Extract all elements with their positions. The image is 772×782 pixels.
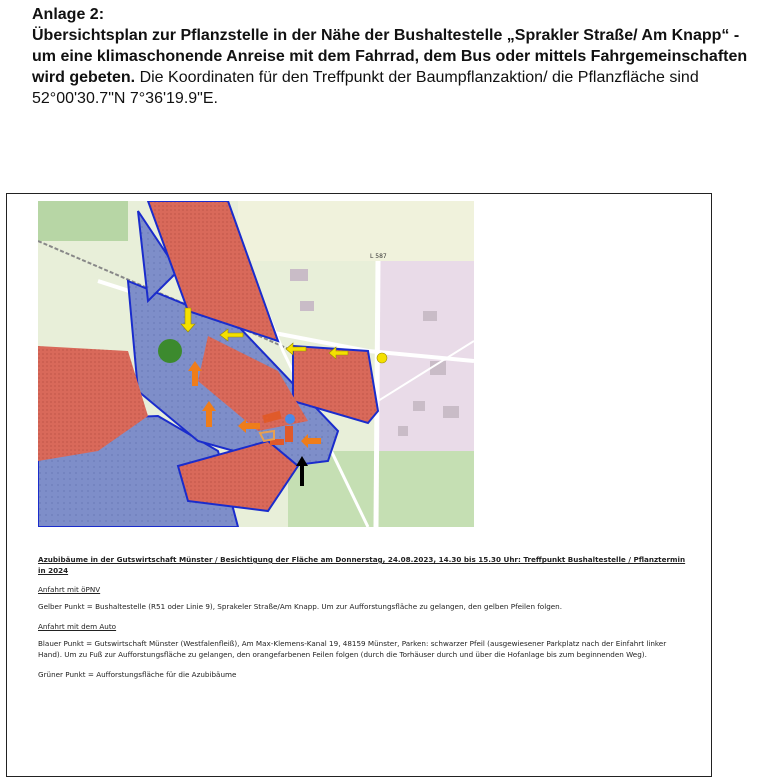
blue-point [285,414,295,424]
auto-heading: Anfahrt mit dem Auto [38,622,117,631]
yellow-point [377,353,387,363]
auto-text: Blauer Punkt = Gutswirtschaft Münster (Westfalenfleiß), Am Max-Klemens-Kanal 19, 48159 Münster, Parken: schwarzer Pfeil (ausgewiesener Parkplatz nach der Einfahrt linker Hand). Um zu Fuß zur Aufforstungsfläche zu gelangen, den orangefarbenen Feilen folgen (durch die Torhäuser durch und über die Hofanlage bis zum beginnenden Weg). [38,639,667,659]
page-heading [32,4,760,109]
oepnv-heading: Anfahrt mit öPNV [38,585,101,594]
document-frame [6,193,712,777]
road-l587 [376,261,378,527]
site-map [38,201,474,527]
map-svg [38,201,474,527]
green-point-text: Grüner Punkt = Aufforstungsfläche für die Azubibäume [38,670,237,679]
notes-title: Azubibäume in der Gutswirtschaft Münster / Besichtigung der Fläche am Donnerstag, 24.08.2023, 14.30 bis 15.30 Uhr: Treffpunkt Bushaltestelle / Pflanztermin in 2024 [38,555,686,575]
annex-label: Anlage 2: [32,6,105,23]
road-label-l587: L 587 [370,253,387,260]
field-area [238,201,474,261]
heading-bold-text: Übersichtsplan zur Pflanzstelle in der Nähe der Bushaltestelle „Sprakler Straße/ Am Knapp“ - um eine klimaschonende Anreise mit dem Fahrrad, dem Bus oder mittels Fahrgemeinschaften wird gebeten. [32,27,748,86]
directions-notes [38,554,688,689]
green-point [158,339,182,363]
oepnv-text: Gelber Punkt = Bushaltestelle (R51 oder Linie 9), Sprakeler Straße/Am Knapp. Um zur Aufforstungsfläche zu gelangen, den gelben Pfeilen folgen. [38,602,563,611]
forest-strip [38,201,128,241]
heading-regular-text: Die Koordinaten für den Treffpunkt der Baumpflanzaktion/ die Pflanzfläche sind 52°00'30.7"N 7°36'19.9"E. [32,69,699,107]
